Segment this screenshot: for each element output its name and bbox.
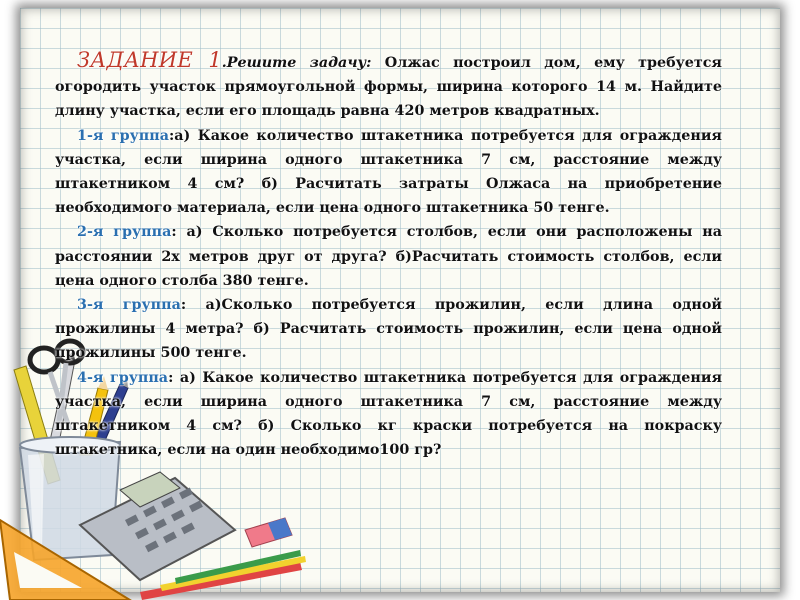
group-text-3: : а)Сколько потребуется прожилин, если длина одной прожилины 4 метра? б) Расчитать стоимость прожилин, если цена одной прожилины 500 тенге.: [55, 297, 722, 362]
group-text-1: :а) Какое количество штакетника потребуется для ограждения участка, если ширина одного штакетника 7 см, расстояние между штакетником 4 см? б) Расчитать затраты Олжаса на приобретение необходимого материала, если цена одного штакетника 50 тенге.: [55, 127, 722, 217]
group-paragraph-2: [55, 220, 722, 293]
group-label-3: 3-я группа: [77, 297, 181, 314]
task-text: [55, 48, 722, 462]
group-text-4: : а) Какое количество штакетника потребуется для ограждения участка, если ширина одного штакетника 7 см, расстояние между штакетником 4 см? б) Сколько кг краски потребуется на покраску штакетника, если на один необходимо100 гр?: [55, 369, 722, 459]
task-number: 1: [208, 48, 222, 72]
group-paragraph-4: [55, 366, 722, 463]
group-label-2: 2-я группа: [77, 224, 172, 241]
group-text-2: : а) Сколько потребуется столбов, если они расположены на расстоянии 2х метров друг от друга? б)Расчитать стоимость столбов, если цена одного столба 380 тенге.: [55, 224, 723, 289]
task-statement: Олжас построил дом, ему требуется огородить участок прямоугольной формы, ширина которого 14 м. Найдите длину участка, если его площадь равна 420 метров квадратных.: [55, 55, 722, 120]
group-paragraph-3: [55, 293, 722, 366]
task-intro-label: .Решите задачу:: [221, 55, 372, 71]
task-title: ЗАДАНИЕ: [77, 48, 209, 72]
task-paragraph: [55, 48, 722, 124]
group-paragraph-1: [55, 124, 722, 221]
group-label-4: 4-я группа: [77, 369, 169, 386]
group-label-1: 1-я группа: [77, 127, 169, 144]
eraser-icon: [245, 518, 292, 547]
